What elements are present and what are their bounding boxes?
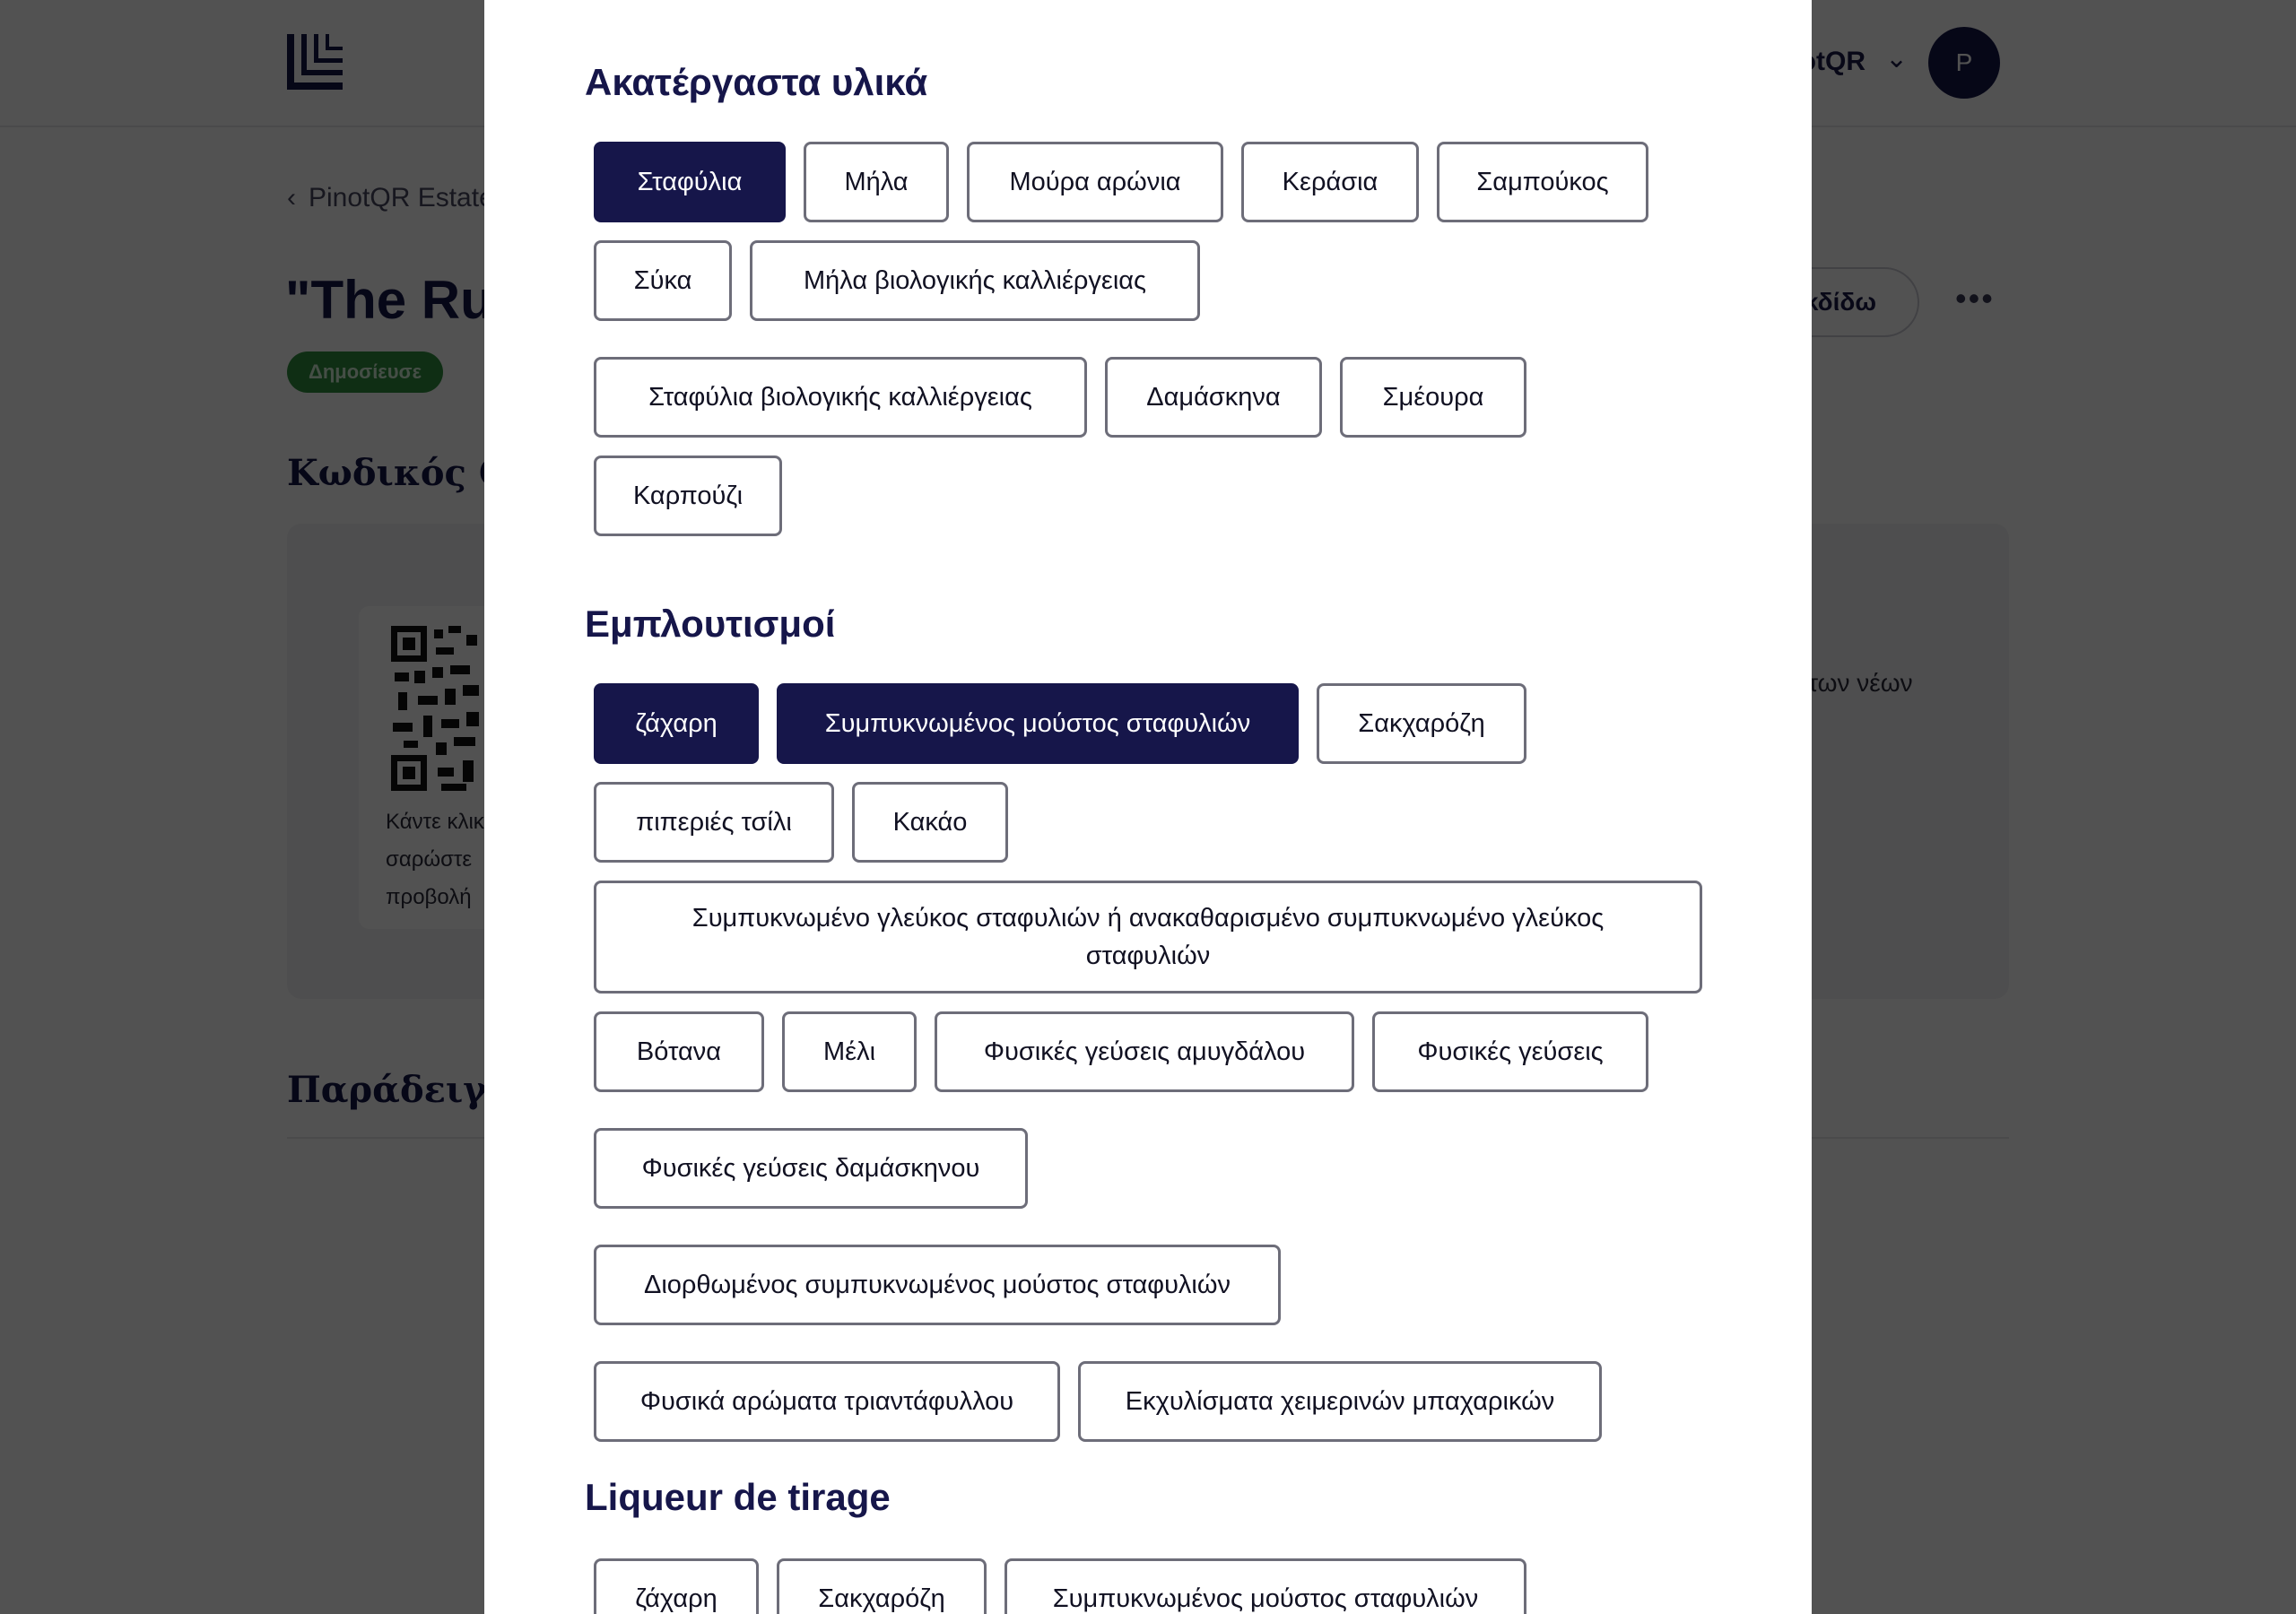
chip-group-enrichments <box>594 683 1715 1442</box>
chip[interactable]: ζάχαρη <box>594 1558 759 1614</box>
chip[interactable]: Φυσικές γεύσεις <box>1372 1011 1648 1092</box>
chip[interactable]: Κακάο <box>852 782 1008 863</box>
chip[interactable]: Μήλα <box>804 142 949 222</box>
chip[interactable]: Συμπυκνωμένος μούστος σταφυλιών <box>777 683 1299 764</box>
chip[interactable]: Δαμάσκηνα <box>1105 357 1322 438</box>
chip[interactable]: Μούρα αρώνια <box>967 142 1223 222</box>
chip[interactable]: Σταφύλια βιολογικής καλλιέργειας <box>594 357 1087 438</box>
chip[interactable]: ζάχαρη <box>594 683 759 764</box>
chip[interactable]: Σταφύλια <box>594 142 786 222</box>
chip[interactable]: Σμέουρα <box>1340 357 1526 438</box>
chip[interactable]: Εκχυλίσματα χειμερινών μπαχαρικών <box>1078 1361 1602 1442</box>
section-title-liqueur-de-tirage: Liqueur de tirage <box>585 1476 891 1518</box>
section-title-enrichments: Εμπλουτισμοί <box>585 603 836 645</box>
chip[interactable]: Σακχαρόζη <box>1317 683 1526 764</box>
chip[interactable]: Κεράσια <box>1241 142 1419 222</box>
chip[interactable]: Συμπυκνωμένο γλεύκος σταφυλιών ή ανακαθαρισμένο συμπυκνωμένο γλεύκος σταφυλιών <box>594 881 1702 994</box>
chip-group-raw-materials <box>594 142 1715 536</box>
chip[interactable]: Μέλι <box>782 1011 917 1092</box>
chip[interactable]: Φυσικές γεύσεις δαμάσκηνου <box>594 1128 1028 1209</box>
chip[interactable]: Φυσικά αρώματα τριαντάφυλλου <box>594 1361 1060 1442</box>
chip[interactable]: πιπεριές τσίλι <box>594 782 834 863</box>
chip[interactable]: Σακχαρόζη <box>777 1558 987 1614</box>
chip[interactable]: Συμπυκνωμένος μούστος σταφυλιών <box>1004 1558 1526 1614</box>
chip[interactable]: Σύκα <box>594 240 732 321</box>
chip-group-liqueur-de-tirage <box>594 1558 1715 1614</box>
chip[interactable]: Σαμπούκος <box>1437 142 1648 222</box>
chip[interactable]: Φυσικές γεύσεις αμυγδάλου <box>935 1011 1354 1092</box>
chip[interactable]: Διορθωμένος συμπυκνωμένος μούστος σταφυλιών <box>594 1245 1281 1325</box>
chip[interactable]: Βότανα <box>594 1011 764 1092</box>
chip[interactable]: Καρπούζι <box>594 456 782 536</box>
chip[interactable]: Μήλα βιολογικής καλλιέργειας <box>750 240 1200 321</box>
section-title-raw-materials: Ακατέργαστα υλικά <box>585 61 928 103</box>
ingredients-modal <box>484 0 1812 1614</box>
